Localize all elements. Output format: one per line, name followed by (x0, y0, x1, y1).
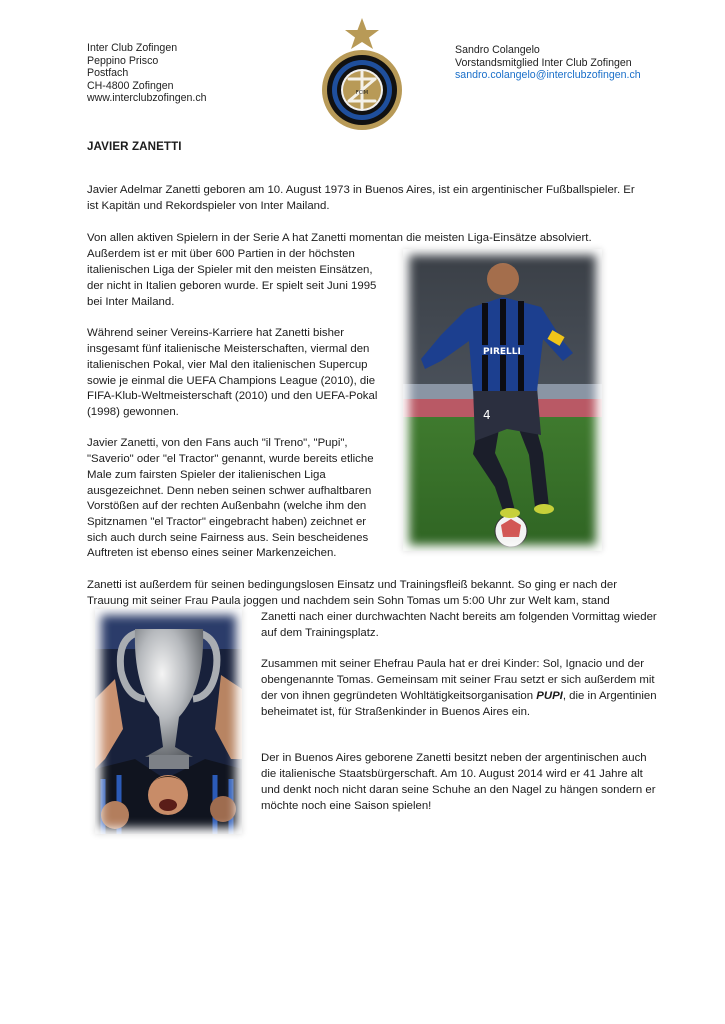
recipient-name: Sandro Colangelo (455, 44, 540, 56)
star-icon (345, 18, 379, 49)
paragraph-nicknames: Javier Zanetti, von den Fans auch "il Treno", "Pupi", "Saverio" oder "el Tractor" genannt, wurde bereits etliche Male zum fairsten Spieler der italienischen Liga ausgezeichnet. Denn neben seinen schwer aufhaltbaren Vorstößen auf der rechten Außenbahn (welche ihm den Spitznamen "el Tractor" eingebracht haben) zeichnet er sich auch durch seine Fairness aus. Sein bescheidenes Auftreten ist ebenso eines seiner Markenzeichen. (87, 437, 374, 560)
logo-letters: FCIM (355, 90, 369, 96)
sender-postfach: Postfach (87, 67, 129, 80)
paragraph-intro: Javier Adelmar Zanetti geboren am 10. August 1973 in Buenos Aires, ist ein argentinischer Fußballspieler. Er ist Kapitän und Rekordspieler von Inter Mailand. (87, 184, 635, 213)
family-text-end: , die in Argentinien beheimatet ist, für Straßenkinder in Buenos Aires ein. (261, 689, 657, 718)
photo-champions-league-trophy (95, 609, 242, 834)
article-title: JAVIER ZANETTI (87, 140, 182, 153)
sender-contact: Peppino Prisco (87, 54, 159, 67)
player-illustration (403, 249, 602, 551)
sender-address (87, 42, 207, 105)
inter-logo (319, 16, 405, 132)
recipient-address (455, 44, 641, 82)
paragraph-dedication: Zanetti ist außerdem für seinen bedingungslosen Einsatz und Trainingsfleiß bekannt. So ging er nach der Trauung mit seiner Frau Paula joggen und nachdem sein Sohn Tomas um 5:00 Uhr zur Welt kam, stand (87, 579, 617, 608)
family-text-start: Zusammen mit seiner Ehefrau Paula hat er drei Kinder: Sol, Ignacio und der obengenannte Tomas. Gemeinsam mit seiner Frau setzt er sich außerdem mit der von ihnen gegründeten Wohltätigkeitsorganisation (261, 658, 655, 702)
photo-zanetti-playing (403, 249, 602, 551)
paragraph-citizenship: Der in Buenos Aires geborene Zanetti besitzt neben der argentinischen auch die italienische Staatsbürgerschaft. Am 10. August 2014 wird er 41 Jahre alt und denkt noch nicht daran seine Schuhe an den Nagel zu hängen sondern er möchte noch eine Saison spielen! (261, 752, 656, 812)
shorts-number: 4 (483, 408, 491, 422)
recipient-email-link[interactable]: sandro.colangelo@interclubzofingen.ch (455, 69, 641, 82)
paragraph-appearances: Außerdem ist er mit über 600 Partien in der höchsten italienischen Liga der Spieler mit den meisten Einsätzen, der nicht in Italien geboren wurde. Er spielt seit Juni 1995 bei Inter Mailand. (87, 248, 377, 308)
pupi-foundation-name: PUPI (536, 689, 563, 702)
recipient-role: Vorstandsmitglied Inter Club Zofingen (455, 56, 632, 69)
sender-club: Inter Club Zofingen (87, 42, 178, 54)
shirt-sponsor: PIRELLI (483, 347, 521, 357)
paragraph-family (261, 657, 661, 720)
paragraph-serie-a: Von allen aktiven Spielern in der Serie A hat Zanetti momentan die meisten Liga-Einsätze absolviert. (87, 232, 592, 245)
paragraph-dedication-cont: Zanetti nach einer durchwachten Nacht bereits am folgenden Vormittag wieder auf dem Trainingsplatz. (261, 611, 657, 640)
trophy-illustration (95, 609, 242, 834)
sender-website[interactable]: www.interclubzofingen.ch (87, 92, 207, 105)
sender-city: CH-4800 Zofingen (87, 79, 174, 92)
paragraph-titles: Während seiner Vereins-Karriere hat Zanetti bisher insgesamt fünf italienische Meisterschaften, viermal den italienischen Pokal, vier Mal den italienischen Supercup sowie je einmal die UEFA Champions League (2010), die FIFA-Klub-Weltmeisterschaft (2010) und den UEFA-Pokal (1998) gewonnen. (87, 327, 378, 418)
